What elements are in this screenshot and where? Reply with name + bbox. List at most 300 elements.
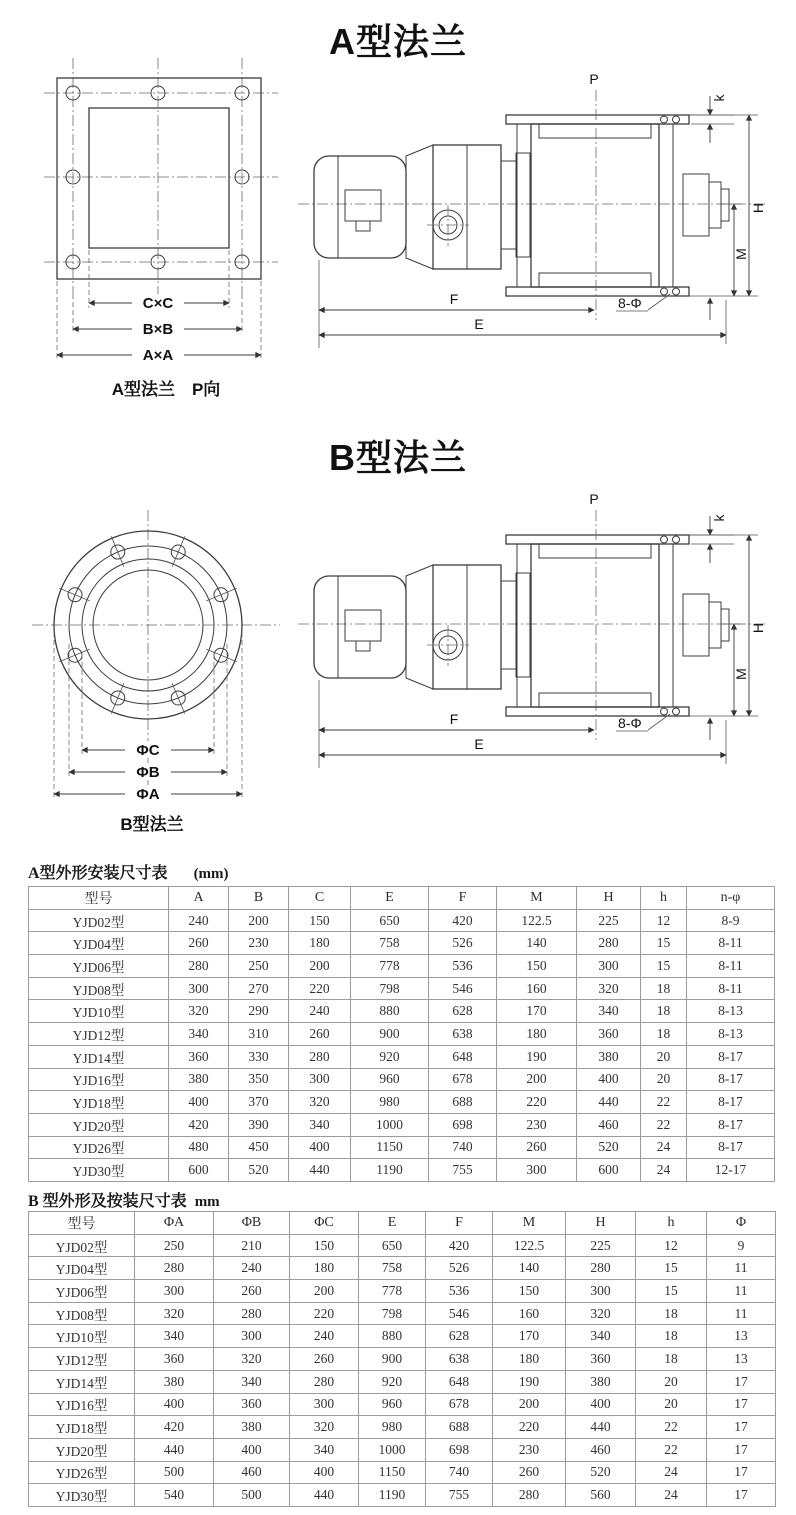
value-cell: 536	[429, 955, 497, 978]
value-cell: 678	[429, 1068, 497, 1091]
value-cell: 920	[359, 1370, 426, 1393]
value-cell: 460	[214, 1461, 290, 1484]
value-cell: 24	[641, 1136, 687, 1159]
value-cell: 440	[566, 1416, 636, 1439]
table-b	[28, 1211, 776, 1507]
a-front-view-caption: A型法兰 P向	[111, 380, 221, 399]
column-header: H	[566, 1212, 636, 1235]
table-b-title-text: B 型外形及按装尺寸表	[28, 1193, 187, 1210]
model-cell: YJD04型	[29, 932, 169, 955]
value-cell: 628	[426, 1325, 493, 1348]
dim-label-e: E	[474, 316, 484, 332]
value-cell: 628	[429, 1000, 497, 1023]
value-cell: 500	[135, 1461, 214, 1484]
value-cell: 260	[497, 1136, 577, 1159]
value-cell: 24	[641, 1159, 687, 1182]
value-cell: 122.5	[493, 1234, 566, 1257]
value-cell: 740	[426, 1461, 493, 1484]
table-row	[29, 1257, 776, 1280]
dim-label-p: P	[589, 491, 599, 507]
value-cell: 650	[359, 1234, 426, 1257]
value-cell: 220	[497, 1091, 577, 1114]
value-cell: 320	[289, 1091, 351, 1114]
value-cell: 360	[577, 1023, 641, 1046]
value-cell: 150	[497, 955, 577, 978]
value-cell: 340	[577, 1000, 641, 1023]
value-cell: 260	[214, 1280, 290, 1303]
k-dimension	[689, 514, 734, 564]
value-cell: 798	[359, 1302, 426, 1325]
value-cell: 880	[359, 1325, 426, 1348]
value-cell: 698	[426, 1438, 493, 1461]
value-cell: 250	[229, 955, 289, 978]
value-cell: 18	[636, 1348, 707, 1371]
value-cell: 8-17	[687, 1068, 775, 1091]
value-cell: 320	[290, 1416, 359, 1439]
table-a-title-text: A型外形安装尺寸表	[28, 865, 168, 882]
value-cell: 230	[493, 1438, 566, 1461]
value-cell: 340	[214, 1370, 290, 1393]
a-flange-front-view-drawing	[38, 46, 294, 412]
value-cell: 210	[214, 1234, 290, 1257]
value-cell: 20	[636, 1393, 707, 1416]
model-cell: YJD30型	[29, 1484, 135, 1507]
value-cell: 8-17	[687, 1136, 775, 1159]
table-row	[29, 1000, 775, 1023]
value-cell: 340	[169, 1023, 229, 1046]
value-cell: 560	[566, 1484, 636, 1507]
value-cell: 310	[229, 1023, 289, 1046]
value-cell: 225	[577, 909, 641, 932]
table-b-unit: mm	[194, 1194, 220, 1210]
value-cell: 150	[289, 909, 351, 932]
value-cell: 400	[135, 1393, 214, 1416]
column-header: M	[493, 1212, 566, 1235]
value-cell: 370	[229, 1091, 289, 1114]
gearbox	[427, 145, 501, 269]
motor	[314, 565, 433, 689]
column-header: ΦC	[290, 1212, 359, 1235]
b-flange-front-view-drawing	[30, 492, 314, 842]
value-cell: 920	[351, 1045, 429, 1068]
column-header: H	[577, 887, 641, 910]
table-row	[29, 1325, 776, 1348]
value-cell: 526	[426, 1257, 493, 1280]
column-header: M	[497, 887, 577, 910]
value-cell: 960	[359, 1393, 426, 1416]
value-cell: 758	[351, 932, 429, 955]
table-row	[29, 1068, 775, 1091]
value-cell: 320	[169, 1000, 229, 1023]
dim-label-axa: A×A	[142, 347, 174, 364]
value-cell: 380	[169, 1068, 229, 1091]
value-cell: 960	[351, 1068, 429, 1091]
bolt-hole-tick	[206, 588, 236, 601]
flange-bolt-holes	[661, 536, 680, 715]
model-cell: YJD20型	[29, 1438, 135, 1461]
value-cell: 15	[636, 1280, 707, 1303]
model-cell: YJD14型	[29, 1370, 135, 1393]
bearing-housing	[683, 174, 729, 236]
value-cell: 180	[290, 1257, 359, 1280]
model-cell: YJD18型	[29, 1091, 169, 1114]
value-cell: 8-13	[687, 1023, 775, 1046]
value-cell: 1190	[359, 1484, 426, 1507]
model-cell: YJD20型	[29, 1113, 169, 1136]
value-cell: 280	[290, 1370, 359, 1393]
bolt-hole-tick	[111, 683, 124, 713]
value-cell: 11	[707, 1257, 776, 1280]
b-front-view-caption: B型法兰	[120, 815, 184, 834]
value-cell: 160	[497, 977, 577, 1000]
table-a-unit: (mm)	[193, 866, 229, 882]
valve-body	[506, 115, 689, 296]
column-header: ΦA	[135, 1212, 214, 1235]
value-cell: 13	[707, 1325, 776, 1348]
valve-body	[506, 535, 689, 716]
value-cell: 20	[641, 1068, 687, 1091]
value-cell: 758	[359, 1257, 426, 1280]
value-cell: 536	[426, 1280, 493, 1303]
column-header: A	[169, 887, 229, 910]
value-cell: 340	[135, 1325, 214, 1348]
value-cell: 980	[359, 1416, 426, 1439]
bolt-hole-tick	[206, 649, 236, 662]
value-cell: 520	[577, 1136, 641, 1159]
flange-bolt-holes	[661, 116, 680, 295]
column-header: E	[351, 887, 429, 910]
coupling	[501, 153, 530, 257]
value-cell: 390	[229, 1113, 289, 1136]
bearing-housing	[683, 594, 729, 656]
model-cell: YJD08型	[29, 977, 169, 1000]
dim-label-k: k	[711, 94, 727, 102]
value-cell: 225	[566, 1234, 636, 1257]
value-cell: 8-9	[687, 909, 775, 932]
value-cell: 340	[289, 1113, 351, 1136]
value-cell: 240	[290, 1325, 359, 1348]
bolt-hole-tick	[59, 588, 89, 601]
table-row	[29, 1416, 776, 1439]
value-cell: 440	[577, 1091, 641, 1114]
model-cell: YJD04型	[29, 1257, 135, 1280]
dim-label-8phi: 8-Φ	[618, 295, 642, 311]
dim-label-cxc: C×C	[142, 295, 174, 312]
model-cell: YJD16型	[29, 1393, 135, 1416]
h-dimension	[689, 115, 766, 296]
table-row	[29, 1438, 776, 1461]
value-cell: 22	[641, 1091, 687, 1114]
value-cell: 698	[429, 1113, 497, 1136]
value-cell: 18	[641, 1000, 687, 1023]
value-cell: 280	[577, 932, 641, 955]
value-cell: 160	[493, 1302, 566, 1325]
table-b-head	[29, 1212, 776, 1235]
value-cell: 1190	[351, 1159, 429, 1182]
value-cell: 250	[135, 1234, 214, 1257]
value-cell: 648	[426, 1370, 493, 1393]
dim-label-phic: ΦC	[136, 742, 160, 759]
value-cell: 320	[566, 1302, 636, 1325]
value-cell: 300	[169, 977, 229, 1000]
value-cell: 260	[169, 932, 229, 955]
model-cell: YJD18型	[29, 1416, 135, 1439]
model-cell: YJD06型	[29, 955, 169, 978]
value-cell: 380	[577, 1045, 641, 1068]
value-cell: 18	[641, 977, 687, 1000]
value-cell: 546	[429, 977, 497, 1000]
header-row	[29, 887, 775, 910]
value-cell: 17	[707, 1438, 776, 1461]
motor	[314, 145, 433, 269]
value-cell: 17	[707, 1393, 776, 1416]
value-cell: 300	[290, 1393, 359, 1416]
value-cell: 200	[493, 1393, 566, 1416]
value-cell: 22	[636, 1438, 707, 1461]
value-cell: 778	[359, 1280, 426, 1303]
value-cell: 360	[169, 1045, 229, 1068]
value-cell: 320	[214, 1348, 290, 1371]
table-row	[29, 1045, 775, 1068]
value-cell: 755	[426, 1484, 493, 1507]
value-cell: 240	[214, 1257, 290, 1280]
table-row	[29, 1159, 775, 1182]
value-cell: 190	[493, 1370, 566, 1393]
value-cell: 200	[290, 1280, 359, 1303]
table-b-title	[28, 1188, 220, 1211]
value-cell: 17	[707, 1416, 776, 1439]
value-cell: 150	[493, 1280, 566, 1303]
column-header: h	[636, 1212, 707, 1235]
value-cell: 280	[135, 1257, 214, 1280]
value-cell: 220	[493, 1416, 566, 1439]
value-cell: 900	[359, 1348, 426, 1371]
value-cell: 300	[577, 955, 641, 978]
table-a-body	[29, 909, 775, 1181]
column-header: B	[229, 887, 289, 910]
section-a-title: A型法兰	[329, 21, 467, 62]
value-cell: 12	[636, 1234, 707, 1257]
column-header: 型号	[29, 887, 169, 910]
value-cell: 380	[566, 1370, 636, 1393]
table-a-title	[28, 860, 229, 883]
value-cell: 22	[636, 1416, 707, 1439]
value-cell: 180	[497, 1023, 577, 1046]
value-cell: 330	[229, 1045, 289, 1068]
value-cell: 440	[135, 1438, 214, 1461]
dim-label-f: F	[449, 291, 459, 307]
value-cell: 650	[351, 909, 429, 932]
dim-label-phib: ΦB	[136, 764, 160, 781]
header-row	[29, 1212, 776, 1235]
value-cell: 450	[229, 1136, 289, 1159]
value-cell: 638	[429, 1023, 497, 1046]
value-cell: 200	[497, 1068, 577, 1091]
model-cell: YJD30型	[29, 1159, 169, 1182]
value-cell: 20	[641, 1045, 687, 1068]
value-cell: 400	[577, 1068, 641, 1091]
value-cell: 340	[290, 1438, 359, 1461]
model-cell: YJD08型	[29, 1302, 135, 1325]
value-cell: 15	[641, 955, 687, 978]
value-cell: 180	[289, 932, 351, 955]
table-row	[29, 1348, 776, 1371]
value-cell: 880	[351, 1000, 429, 1023]
value-cell: 360	[566, 1348, 636, 1371]
value-cell: 170	[497, 1000, 577, 1023]
table-a	[28, 886, 775, 1182]
value-cell: 8-11	[687, 977, 775, 1000]
value-cell: 400	[290, 1461, 359, 1484]
value-cell: 190	[497, 1045, 577, 1068]
value-cell: 24	[636, 1484, 707, 1507]
table-row	[29, 977, 775, 1000]
value-cell: 11	[707, 1302, 776, 1325]
table-row	[29, 1113, 775, 1136]
column-header: E	[359, 1212, 426, 1235]
value-cell: 648	[429, 1045, 497, 1068]
e-dimension	[319, 300, 726, 344]
value-cell: 380	[135, 1370, 214, 1393]
value-cell: 300	[214, 1325, 290, 1348]
a-side-view-drawing	[296, 58, 796, 403]
dim-label-k: k	[711, 514, 727, 522]
value-cell: 17	[707, 1370, 776, 1393]
value-cell: 12	[641, 909, 687, 932]
value-cell: 420	[426, 1234, 493, 1257]
value-cell: 300	[566, 1280, 636, 1303]
value-cell: 280	[566, 1257, 636, 1280]
value-cell: 1000	[359, 1438, 426, 1461]
value-cell: 18	[636, 1302, 707, 1325]
dim-label-f: F	[449, 711, 459, 727]
value-cell: 260	[289, 1023, 351, 1046]
model-cell: YJD02型	[29, 1234, 135, 1257]
bolt-hole-tick	[59, 649, 89, 662]
value-cell: 15	[636, 1257, 707, 1280]
b-side-view-drawing	[296, 478, 796, 823]
bolt-hole-tick	[172, 683, 185, 713]
value-cell: 22	[641, 1113, 687, 1136]
value-cell: 8-17	[687, 1045, 775, 1068]
value-cell: 420	[169, 1113, 229, 1136]
value-cell: 17	[707, 1484, 776, 1507]
value-cell: 980	[351, 1091, 429, 1114]
value-cell: 460	[566, 1438, 636, 1461]
value-cell: 300	[135, 1280, 214, 1303]
value-cell: 280	[214, 1302, 290, 1325]
table-row	[29, 909, 775, 932]
value-cell: 18	[636, 1325, 707, 1348]
value-cell: 688	[426, 1416, 493, 1439]
table-row	[29, 955, 775, 978]
value-cell: 638	[426, 1348, 493, 1371]
value-cell: 688	[429, 1091, 497, 1114]
value-cell: 546	[426, 1302, 493, 1325]
value-cell: 290	[229, 1000, 289, 1023]
value-cell: 240	[169, 909, 229, 932]
value-cell: 420	[135, 1416, 214, 1439]
dim-label-p: P	[589, 71, 599, 87]
dim-label-m: M	[733, 668, 749, 680]
h-dimension	[689, 535, 766, 716]
coupling	[501, 573, 530, 677]
value-cell: 280	[289, 1045, 351, 1068]
value-cell: 8-17	[687, 1091, 775, 1114]
model-cell: YJD16型	[29, 1068, 169, 1091]
value-cell: 600	[169, 1159, 229, 1182]
value-cell: 900	[351, 1023, 429, 1046]
value-cell: 170	[493, 1325, 566, 1348]
bolt-hole-tick	[172, 536, 185, 566]
dim-label-m: M	[733, 248, 749, 260]
value-cell: 260	[493, 1461, 566, 1484]
value-cell: 460	[577, 1113, 641, 1136]
value-cell: 20	[636, 1370, 707, 1393]
k-dimension	[689, 94, 734, 144]
value-cell: 8-17	[687, 1113, 775, 1136]
value-cell: 240	[289, 1000, 351, 1023]
table-row	[29, 932, 775, 955]
dim-label-h: H	[750, 202, 766, 214]
value-cell: 320	[135, 1302, 214, 1325]
value-cell: 520	[566, 1461, 636, 1484]
value-cell: 11	[707, 1280, 776, 1303]
model-cell: YJD02型	[29, 909, 169, 932]
value-cell: 526	[429, 932, 497, 955]
table-row	[29, 1023, 775, 1046]
value-cell: 1150	[359, 1461, 426, 1484]
value-cell: 8-13	[687, 1000, 775, 1023]
value-cell: 24	[636, 1461, 707, 1484]
flange-inner-square	[89, 108, 229, 248]
value-cell: 360	[135, 1348, 214, 1371]
value-cell: 300	[497, 1159, 577, 1182]
value-cell: 360	[214, 1393, 290, 1416]
value-cell: 340	[566, 1325, 636, 1348]
value-cell: 270	[229, 977, 289, 1000]
value-cell: 500	[214, 1484, 290, 1507]
table-b-body	[29, 1234, 776, 1506]
value-cell: 18	[641, 1023, 687, 1046]
bolt-holes	[66, 86, 249, 269]
value-cell: 420	[429, 909, 497, 932]
value-cell: 600	[577, 1159, 641, 1182]
value-cell: 150	[290, 1234, 359, 1257]
model-cell: YJD10型	[29, 1325, 135, 1348]
value-cell: 220	[290, 1302, 359, 1325]
value-cell: 400	[289, 1136, 351, 1159]
column-header: h	[641, 887, 687, 910]
value-cell: 230	[229, 932, 289, 955]
column-header: C	[289, 887, 351, 910]
table-row	[29, 1461, 776, 1484]
column-header: F	[426, 1212, 493, 1235]
value-cell: 320	[577, 977, 641, 1000]
dim-label-e: E	[474, 736, 484, 752]
table-row	[29, 1234, 776, 1257]
value-cell: 1150	[351, 1136, 429, 1159]
column-header: Φ	[707, 1212, 776, 1235]
value-cell: 180	[493, 1348, 566, 1371]
value-cell: 520	[229, 1159, 289, 1182]
value-cell: 350	[229, 1068, 289, 1091]
table-row	[29, 1484, 776, 1507]
value-cell: 540	[135, 1484, 214, 1507]
model-cell: YJD10型	[29, 1000, 169, 1023]
value-cell: 740	[429, 1136, 497, 1159]
value-cell: 280	[169, 955, 229, 978]
